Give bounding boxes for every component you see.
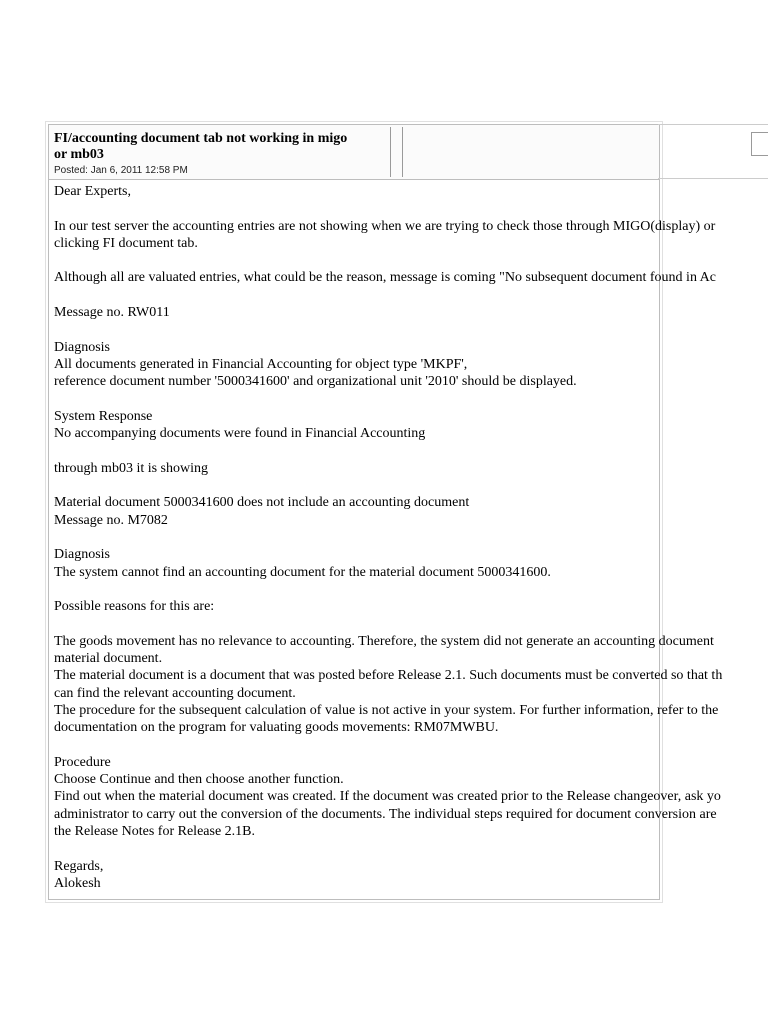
body-line: System Response <box>54 408 153 424</box>
body-line: the Release Notes for Release 2.1B. <box>54 823 255 839</box>
body-line: Regards, <box>54 858 104 874</box>
body-line: Find out when the material document was created. If the document was created prior to the Release changeover, ask yo <box>54 789 721 805</box>
body-line: In our test server the accounting entries are not showing when we are trying to check those through MIGO(display) or <box>54 218 716 234</box>
body-paragraph <box>54 304 768 321</box>
body-line: The goods movement has no relevance to accounting. Therefore, the system did not generate an accounting document <box>54 633 714 649</box>
body-line: Diagnosis <box>54 339 110 355</box>
body-line: Material document 5000341600 does not include an accounting document <box>54 495 470 511</box>
body-paragraph <box>54 754 768 840</box>
header-extension-line <box>658 124 768 125</box>
body-line: Possible reasons for this are: <box>54 599 215 615</box>
body-paragraph <box>54 408 768 443</box>
body-line: The system cannot find an accounting document for the material document 5000341600. <box>54 564 551 580</box>
body-line: clicking FI document tab. <box>54 235 198 251</box>
body-paragraph <box>54 546 768 581</box>
body-line: Diagnosis <box>54 547 110 563</box>
post-title[interactable] <box>54 131 384 163</box>
body-paragraph <box>54 460 768 477</box>
body-line: The material document is a document that was posted before Release 2.1. Such documents must be converted so that th <box>54 668 723 684</box>
body-line: Message no. RW011 <box>54 305 170 321</box>
header-extension-line <box>658 178 768 179</box>
body-line: Dear Experts, <box>54 184 131 199</box>
body-line: The procedure for the subsequent calculation of value is not active in your system. For further information, refer to the <box>54 702 719 718</box>
body-paragraph <box>54 858 768 893</box>
body-line: All documents generated in Financial Accounting for object type 'MKPF', <box>54 356 468 372</box>
body-line: No accompanying documents were found in Financial Accounting <box>54 426 426 442</box>
body-line: reference document number '5000341600' and organizational unit '2010' should be displayed. <box>54 374 577 390</box>
header-divider <box>402 127 403 177</box>
header-divider <box>390 127 391 177</box>
post-body <box>54 183 768 892</box>
body-line: Message no. M7082 <box>54 512 168 528</box>
body-paragraph <box>54 598 768 615</box>
body-line: Although all are valuated entries, what could be the reason, message is coming "No subsequent document found in Ac <box>54 270 716 286</box>
body-line: Alokesh <box>54 875 101 891</box>
body-paragraph <box>54 339 768 391</box>
post-header <box>49 125 659 180</box>
header-action-box[interactable] <box>751 132 768 156</box>
post-title-line-1: FI/accounting document tab not working in migo <box>54 131 348 146</box>
body-paragraph <box>54 494 768 529</box>
post-date: Posted: Jan 6, 2011 12:58 PM <box>54 165 188 176</box>
body-line: Procedure <box>54 754 111 770</box>
post-title-line-2: or mb03 <box>54 147 104 162</box>
body-paragraph <box>54 183 768 200</box>
body-line: through mb03 it is showing <box>54 460 209 476</box>
body-line: documentation on the program for valuating goods movements: RM07MWBU. <box>54 720 499 736</box>
body-paragraph <box>54 633 768 737</box>
body-paragraph <box>54 269 768 286</box>
body-line: administrator to carry out the conversion of the documents. The individual steps required for document conversion are <box>54 806 717 822</box>
body-line: Choose Continue and then choose another function. <box>54 772 344 788</box>
body-paragraph <box>54 218 768 253</box>
body-line: can find the relevant accounting document. <box>54 685 296 701</box>
body-line: material document. <box>54 651 163 667</box>
